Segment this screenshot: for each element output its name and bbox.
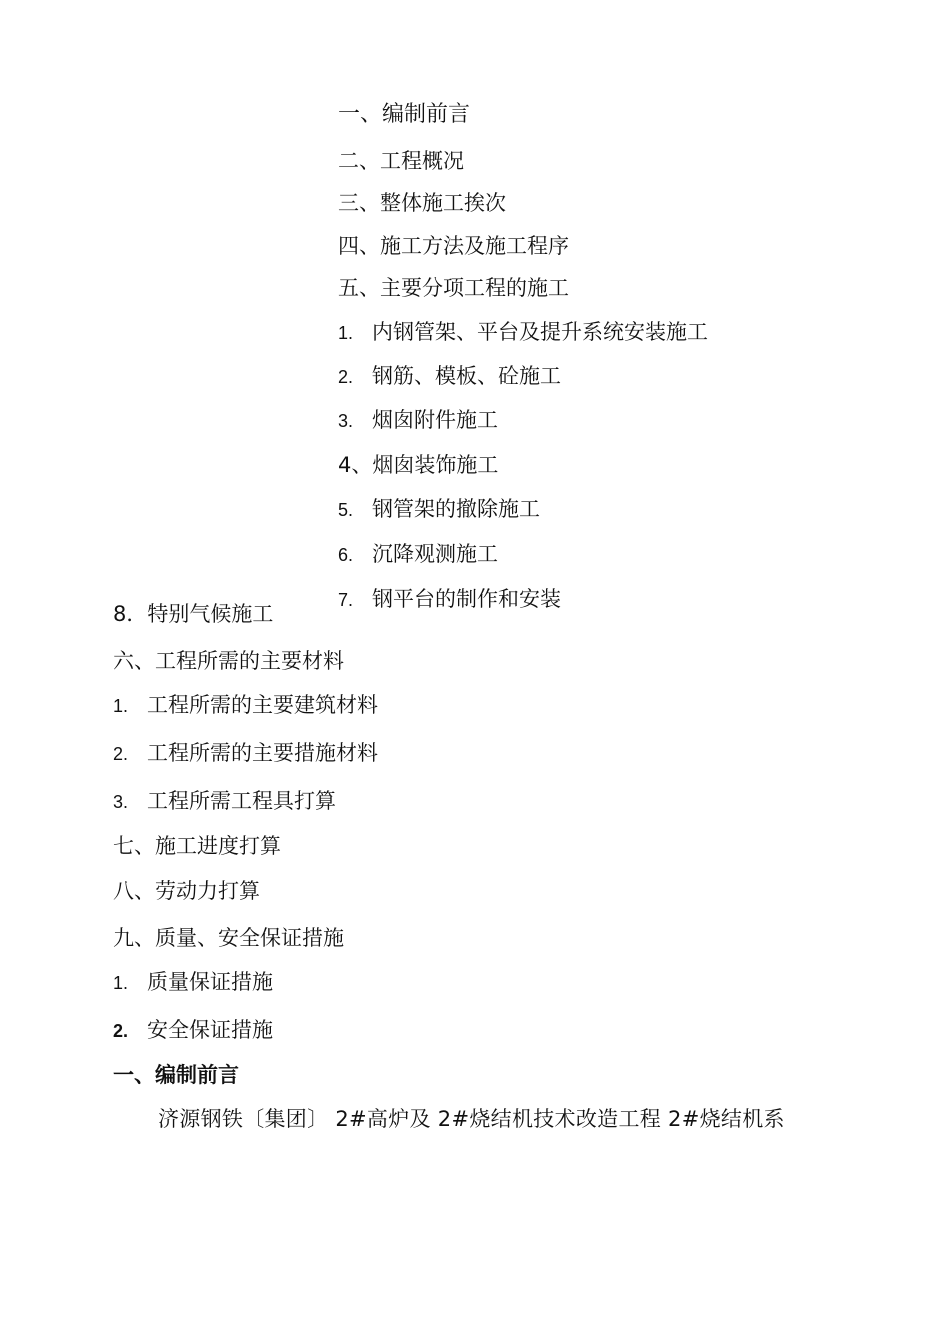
toc-sub-number: 1. <box>113 696 129 716</box>
toc-section-7: 七、施工进度打算 <box>113 834 281 858</box>
toc-sub5-item <box>338 407 498 434</box>
toc-item-8: 8．特别气候施工 <box>113 602 274 626</box>
toc-sub-label: 安全保证措施 <box>147 1018 273 1042</box>
section-heading: 一、编制前言 <box>113 1063 239 1087</box>
toc-sub-label: 沉降观测施工 <box>372 542 498 566</box>
toc-item-3: 三、整体施工挨次 <box>338 191 506 215</box>
toc-sub5-item <box>338 452 498 478</box>
toc-section-9: 九、质量、安全保证措施 <box>113 926 344 950</box>
toc-sub-label: 工程所需工程具打算 <box>147 789 336 813</box>
toc-sub-label: 钢筋、模板、砼施工 <box>372 364 561 388</box>
toc-sub-label: 4、烟囱装饰施工 <box>338 453 499 477</box>
toc-sub-number: 7. <box>338 590 354 610</box>
toc-sub-number: 3. <box>338 411 354 431</box>
toc-sub-label: 质量保证措施 <box>147 970 273 994</box>
toc-sub5-item <box>338 363 561 390</box>
toc-sub5-item <box>338 586 561 613</box>
toc-sub-number: 3. <box>113 792 129 812</box>
toc-sub-number: 2. <box>338 367 354 387</box>
toc-sub-number: 5. <box>338 500 354 520</box>
toc-sub6-item <box>113 788 336 815</box>
toc-sub-number: 6. <box>338 545 354 565</box>
toc-item-4: 四、施工方法及施工程序 <box>338 234 569 258</box>
toc-sub-label: 钢平台的制作和安装 <box>372 587 561 611</box>
toc-sub9-item <box>113 969 273 996</box>
toc-item-1: 一、编制前言 <box>338 102 471 127</box>
toc-sub6-item <box>113 740 378 767</box>
toc-sub-number: 2. <box>113 1021 129 1041</box>
toc-sub5-item <box>338 319 708 346</box>
toc-sub6-item <box>113 692 378 719</box>
toc-sub-label: 工程所需的主要建筑材料 <box>147 693 378 717</box>
toc-sub5-item <box>338 496 540 523</box>
toc-item-5: 五、主要分项工程的施工 <box>338 276 569 300</box>
toc-section-8: 八、劳动力打算 <box>113 879 260 903</box>
toc-sub-label: 烟囱附件施工 <box>372 408 498 432</box>
toc-sub-number: 1. <box>338 323 354 343</box>
toc-sub-label: 钢管架的撤除施工 <box>372 497 540 521</box>
toc-section-6: 六、工程所需的主要材料 <box>113 649 344 673</box>
toc-item-2: 二、工程概况 <box>338 149 464 173</box>
toc-sub-number: 2. <box>113 744 129 764</box>
toc-sub-label: 内钢管架、平台及提升系统安装施工 <box>372 320 708 344</box>
toc-sub-label: 工程所需的主要措施材料 <box>147 741 378 765</box>
toc-sub5-item <box>338 541 498 568</box>
toc-sub9-item <box>113 1017 273 1044</box>
body-paragraph: 济源钢铁〔集团〕 2#高炉及 2#烧结机技术改造工程 2#烧结机系 <box>158 1107 785 1131</box>
toc-sub-number: 1. <box>113 973 129 993</box>
